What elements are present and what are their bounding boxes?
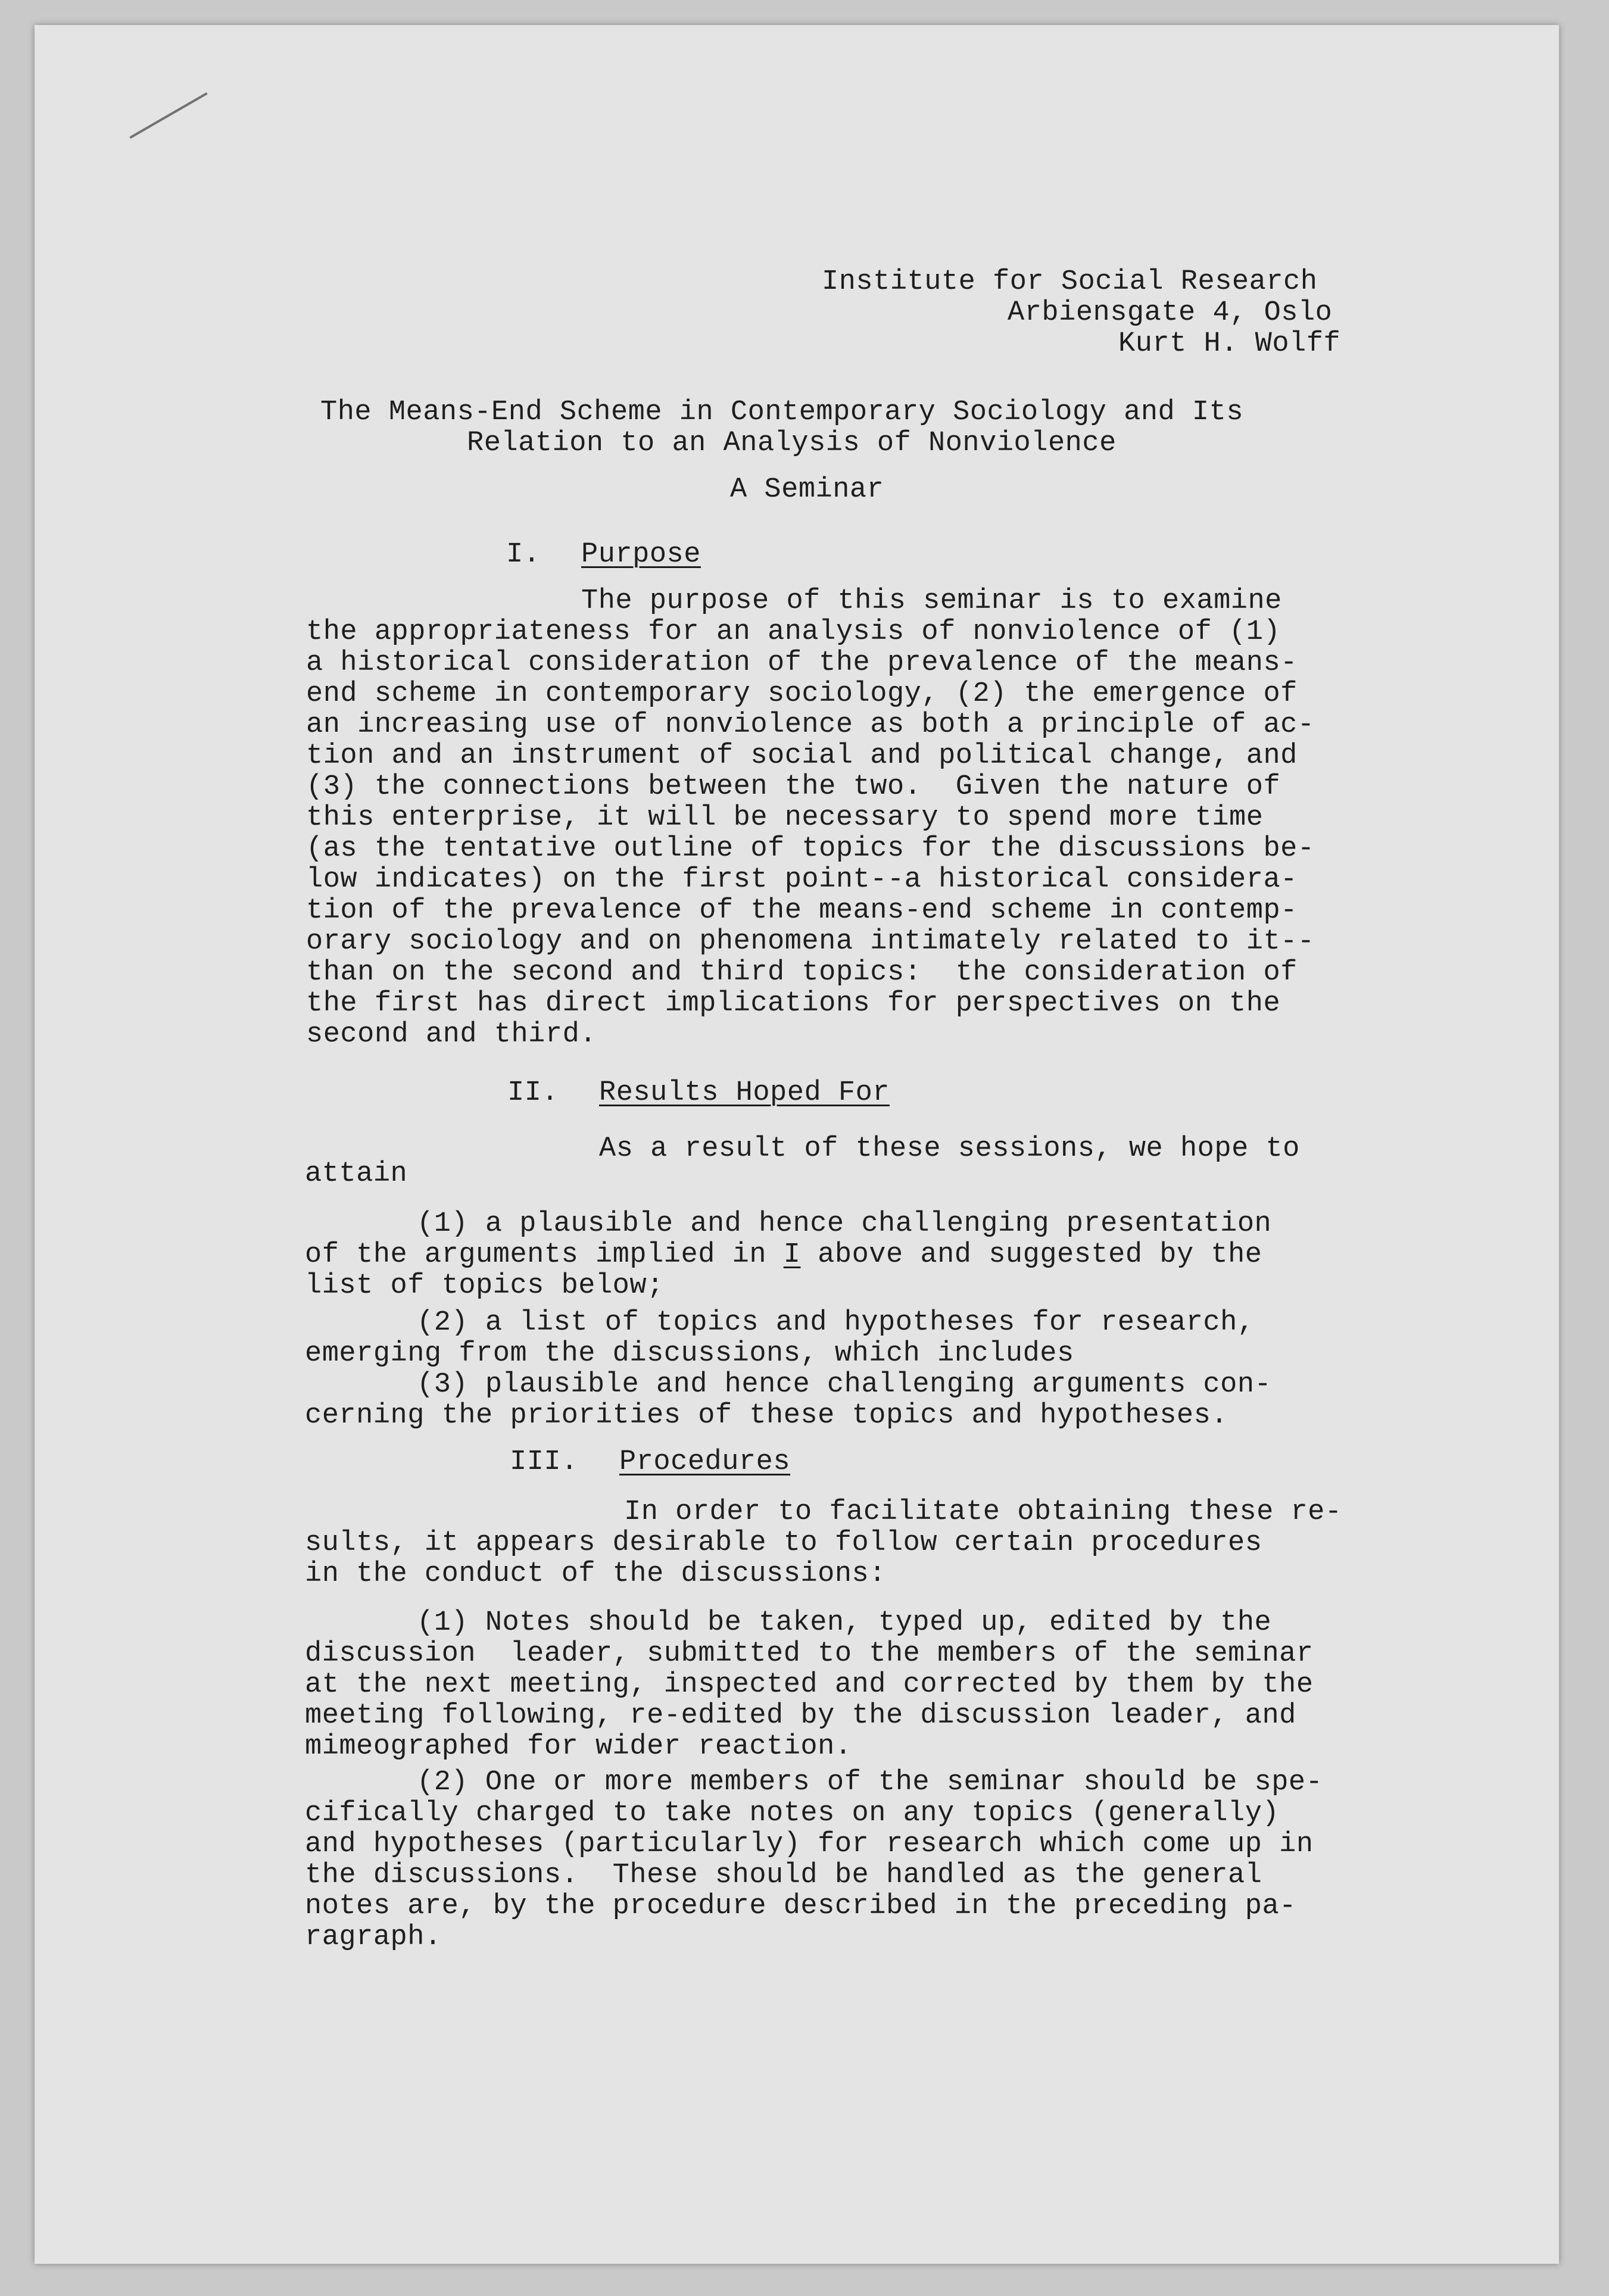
section1-line: the first has direct implications for perspectives on the (306, 988, 1281, 1019)
section1-line: The purpose of this seminar is to examine (581, 585, 1282, 617)
section1-line: (as the tentative outline of topics for the discussions be- (306, 833, 1315, 865)
section2-item1-line (305, 1240, 1262, 1271)
section3-item2-line: ragraph. (305, 1921, 442, 1953)
section3-item2-line: (2) One or more members of the seminar should be spe- (417, 1767, 1323, 1798)
section1-line: the appropriateness for an analysis of nonviolence of (1) (306, 616, 1281, 648)
section1-line: an increasing use of nonviolence as both a principle of ac- (306, 709, 1315, 741)
section3-item2-line: the discussions. These should be handled as the general (305, 1860, 1262, 1891)
section3-item1-line: meeting following, re-edited by the discussion leader, and (305, 1700, 1296, 1732)
section1-line: tion of the prevalence of the means-end scheme in contemp- (306, 895, 1298, 926)
section2-intro-line: As a result of these sessions, we hope to (599, 1133, 1300, 1165)
section3-heading: Procedures (619, 1446, 791, 1478)
document-subtitle: A Seminar (730, 474, 884, 506)
section1-line: second and third. (306, 1019, 597, 1050)
section3-item1-line: mimeographed for wider reaction. (305, 1731, 852, 1762)
section3-intro-line: sults, it appears desirable to follow certain procedures (305, 1527, 1262, 1559)
section1-number: I. (506, 539, 541, 570)
section3-item1-line: discussion leader, submitted to the members of the seminar (305, 1638, 1314, 1670)
section1-line: low indicates) on the first point--a historical considera- (306, 864, 1298, 896)
section1-heading: Purpose (581, 539, 701, 570)
section-reference: I (783, 1239, 801, 1271)
section1-line: a historical consideration of the prevalence of the means- (306, 647, 1298, 679)
letterhead-author: Kurt H. Wolff (1118, 328, 1341, 360)
section1-line: than on the second and third topics: the consideration of (306, 957, 1298, 988)
document-title-line1: The Means-End Scheme in Contemporary Sociology and Its (320, 397, 1244, 428)
section1-line: (3) the connections between the two. Given the nature of (306, 771, 1281, 803)
section2-item2-line: emerging from the discussions, which includes (305, 1338, 1074, 1370)
section2-item1-text: above and suggested by the (800, 1239, 1262, 1271)
section3-item2-line: notes are, by the procedure described in the preceding pa- (305, 1891, 1296, 1922)
letterhead-institute: Institute for Social Research (822, 266, 1318, 298)
section2-item1-line: list of topics below; (305, 1270, 664, 1302)
section2-item1-text: of the arguments implied in (305, 1239, 784, 1271)
letterhead-address: Arbiensgate 4, Oslo (1008, 297, 1333, 329)
section2-number: II. (507, 1077, 559, 1109)
section2-item3-line: (3) plausible and hence challenging arguments con- (417, 1369, 1272, 1400)
section3-number: III. (510, 1446, 578, 1478)
section3-item2-line: and hypotheses (particularly) for research which come up in (305, 1829, 1314, 1860)
section3-item1-line: (1) Notes should be taken, typed up, edited by the (417, 1607, 1272, 1639)
section2-item1-line: (1) a plausible and hence challenging presentation (417, 1208, 1272, 1240)
section3-item1-line: at the next meeting, inspected and corrected by them by the (305, 1669, 1314, 1701)
section1-line: end scheme in contemporary sociology, (2) the emergence of (306, 678, 1298, 710)
section2-intro-line: attain (305, 1158, 408, 1190)
section2-item3-line: cerning the priorities of these topics and hypotheses. (305, 1400, 1228, 1431)
section3-item2-line: cifically charged to take notes on any topics (generally) (305, 1798, 1280, 1829)
section1-line: tion and an instrument of social and political change, and (306, 740, 1298, 772)
section2-heading: Results Hoped For (599, 1077, 890, 1109)
section2-item2-line: (2) a list of topics and hypotheses for research, (417, 1307, 1255, 1339)
section3-intro-line: in the conduct of the discussions: (305, 1558, 886, 1590)
section3-intro-line: In order to facilitate obtaining these re- (624, 1496, 1342, 1528)
section1-line: orary sociology and on phenomena intimately related to it-- (306, 926, 1315, 957)
document-title-line2: Relation to an Analysis of Nonviolence (467, 428, 1117, 459)
pen-mark (129, 92, 208, 139)
section1-line: this enterprise, it will be necessary to spend more time (306, 802, 1264, 834)
